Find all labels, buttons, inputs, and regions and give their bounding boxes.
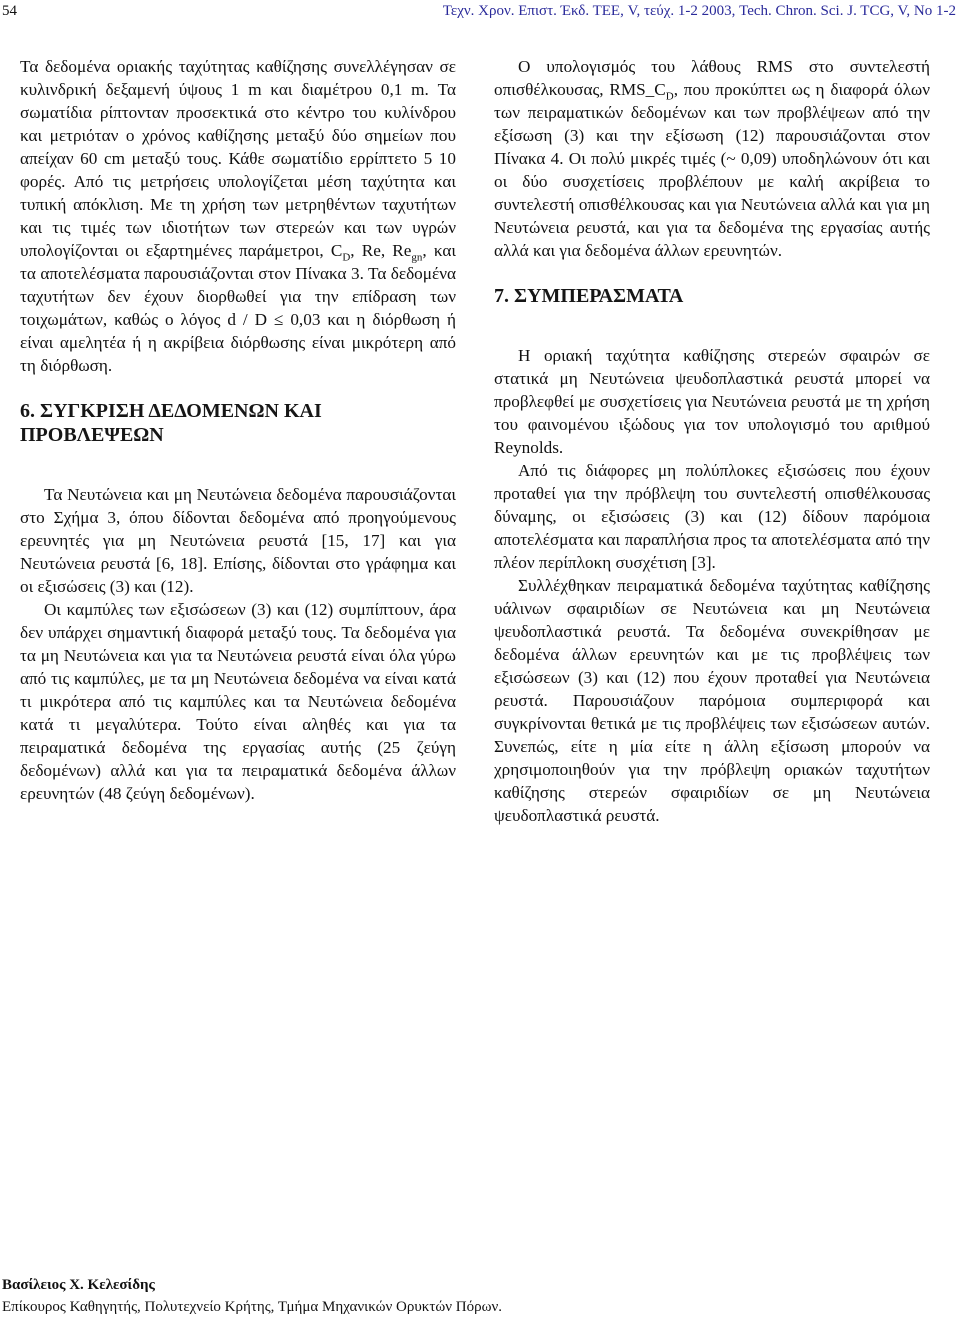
author-name: Βασίλειος Χ. Κελεσίδης <box>2 1277 155 1293</box>
paragraph: Οι καμπύλες των εξισώσεων (3) και (12) συμπίπτουν, άρα δεν υπάρχει σημαντική διαφορά μεταξύ τους. Τα δεδομένα για τα μη Νευτώνεια και για τα Νευτώνεια ρευστά είναι όλα γύρω από τις καμπύλες, με τα μη Νευτώνεια δεδομένα να είναι κατά τι μικρότερα από τις καμπύλες και τα Νευτώνεια δεδομένα κατά τι μεγαλύτερα. Τούτο είναι αληθές και για τα πειραματικά δεδομένα της εργασίας αυτής (25 ζεύγη δεδομένων) αλλά και για τα πειραματικά δεδομένα άλλων ερευνητών (48 ζεύγη δεδομένων). <box>20 600 456 803</box>
section-heading: 7. ΣΥΜΠΕΡΑΣΜΑΤΑ <box>494 285 684 307</box>
paragraph: Συλλέχθηκαν πειραματικά δεδομένα ταχύτητας καθίζησης υάλινων σφαιριδίων σε Νευτώνεια και μη Νευτώνεια ψευδοπλαστικά ρευστά. Τα δεδομένα συνεκρίθησαν με δεδομένα άλλων ερευνητών και με τις προβλέψεις των εξισώσεων (3) και (12) που έχουν προταθεί για Νευτώνεια ρευστά. Παρουσιάζουν παρόμοια συμπεριφορά και συγκρίνονται θετικά με τις προβλέψεις των εξισώσεων αυτών. Συνεπώς, είτε η μία είτε η άλλη εξίσωση μπορούν να χρησιμοποιηθούν για την πρόβλεψη οριακών ταχυτήτων καθίζησης στερεών σφαιριδίων σε μη Νευτώνεια ψευδοπλαστικά ρευστά. <box>494 576 930 825</box>
paragraph-text: Ο υπολογισμός του λάθους RMS στο συντελεστή οπισθέλκουσας, RMS_C <box>494 57 930 99</box>
paragraph <box>494 55 930 262</box>
paragraph-text: , και τα αποτελέσματα παρουσιάζονται στον Πίνακα 3. Τα δεδομένα ταχυτήτων δεν έχουν διορθωθεί για την επίδραση των τοιχωμάτων, καθώς ο λόγος d / D ≤ 0,03 και η διόρθωση ή είναι αμελητέα ή η ακρίβεια διόρθωσης είναι μικρότερη από τη διόρθωση. <box>20 241 457 375</box>
cd-subscript: D <box>665 90 674 103</box>
right-column <box>494 55 930 827</box>
section-heading: 6. ΣΥΓΚΡΙΣΗ ΔΕΔΟΜΕΝΩΝ ΚΑΙ ΠΡΟΒΛΕΨΕΩΝ <box>20 400 322 446</box>
paragraph: Τα Νευτώνεια και μη Νευτώνεια δεδομένα παρουσιάζονται στο Σχήμα 3, όπου δίδονται δεδομένα από προηγούμενους ερευνητές για μη Νευτώνεια ρευστά [15, 17] και για Νευτώνεια ρευστά [6, 18]. Επίσης, δίδονται στο γράφημα και οι εξισώσεις (3) και (12). <box>20 485 456 596</box>
running-header <box>0 3 960 25</box>
paragraph-text: , Re, Re <box>350 241 412 260</box>
author-footer <box>2 1274 502 1318</box>
left-column <box>20 55 456 805</box>
re-subscript: gn <box>411 251 423 264</box>
paragraph <box>20 55 456 377</box>
cd-symbol: $C_D$ <box>330 241 351 264</box>
paragraph-text: Τα δεδομένα οριακής ταχύτητας καθίζησης συνελλέγησαν σε κυλινδρική δεξαμενή ύψους 1 m και διαμέτρου 0,1 m. Τα σωματίδια ρίπτονταν προσεκτικά στο κέντρο του κυλίνδρου και μετριόταν ο χρόνος καθίζησης μεταξύ δύο σημείων που απείχαν 60 cm μεταξύ τους. Κάθε σωματίδιο ερρίπτετο 5 10 φορές. Από τις μετρήσεις υπολογίζεται μέση ταχύτητα και τυπική απόκλιση. Με τη χρήση των μετρηθέντων ταχυτήτων και τις τιμές των ιδιοτήτων των στερεών και των υγρών υπολογίζονται οι εξαρτημένες παράμετροι, <box>20 57 456 260</box>
journal-citation: Τεχν. Χρον. Επιστ. Έκδ. ΤΕΕ, V, τεύχ. 1-2 2003, Tech. Chron. Sci. J. TCG, V, No 1-2 <box>442 3 956 19</box>
paragraph: Από τις διάφορες μη πολύπλοκες εξισώσεις που έχουν προταθεί για την πρόβλεψη του συντελεστή οπισθέλκουσας δύναμης, οι εξισώσεις (3) και (12) δίδουν παρόμοια αποτελέσματα και παραπλήσια προς τα αποτελέσματα από την πλέον περίπλοκη συσχέτιση [3]. <box>494 461 930 572</box>
paragraph-text: , που προκύπτει ως η διαφορά όλων των πειραματικών δεδομένων και των προβλέψεων από την εξίσωση (3) και την εξίσωση (12) παρουσιάζονται στον Πίνακα 4. Οι πολύ μικρές τιμές (~ 0,09) υποδηλώνουν ότι και οι δύο συσχετίσεις προβλέπουν με καλή ακρίβεια το συντελεστή οπισθέλκουσας και για Νευτώνεια αλλά και για μη Νευτώνεια ρευστά, και για τα δεδομένα της εργασίας αυτής αλλά και για δεδομένα άλλων ερευνητών. <box>494 80 931 260</box>
page-number: 54 <box>2 3 17 19</box>
author-affiliation: Επίκουρος Καθηγητής, Πολυτεχνείο Κρήτης, Τμήμα Μηχανικών Ορυκτών Πόρων. <box>2 1299 502 1315</box>
paragraph: Η οριακή ταχύτητα καθίζησης στερεών σφαιρών σε στατικά μη Νευτώνεια ψευδοπλαστικά ρευστά μπορεί να προβλεφθεί με συσχετίσεις για Νευτώνεια ρευστά με τη χρήση του φαινομένου ιξώδους για τον υπολογισμό του αριθμού Reynolds. <box>494 346 930 457</box>
